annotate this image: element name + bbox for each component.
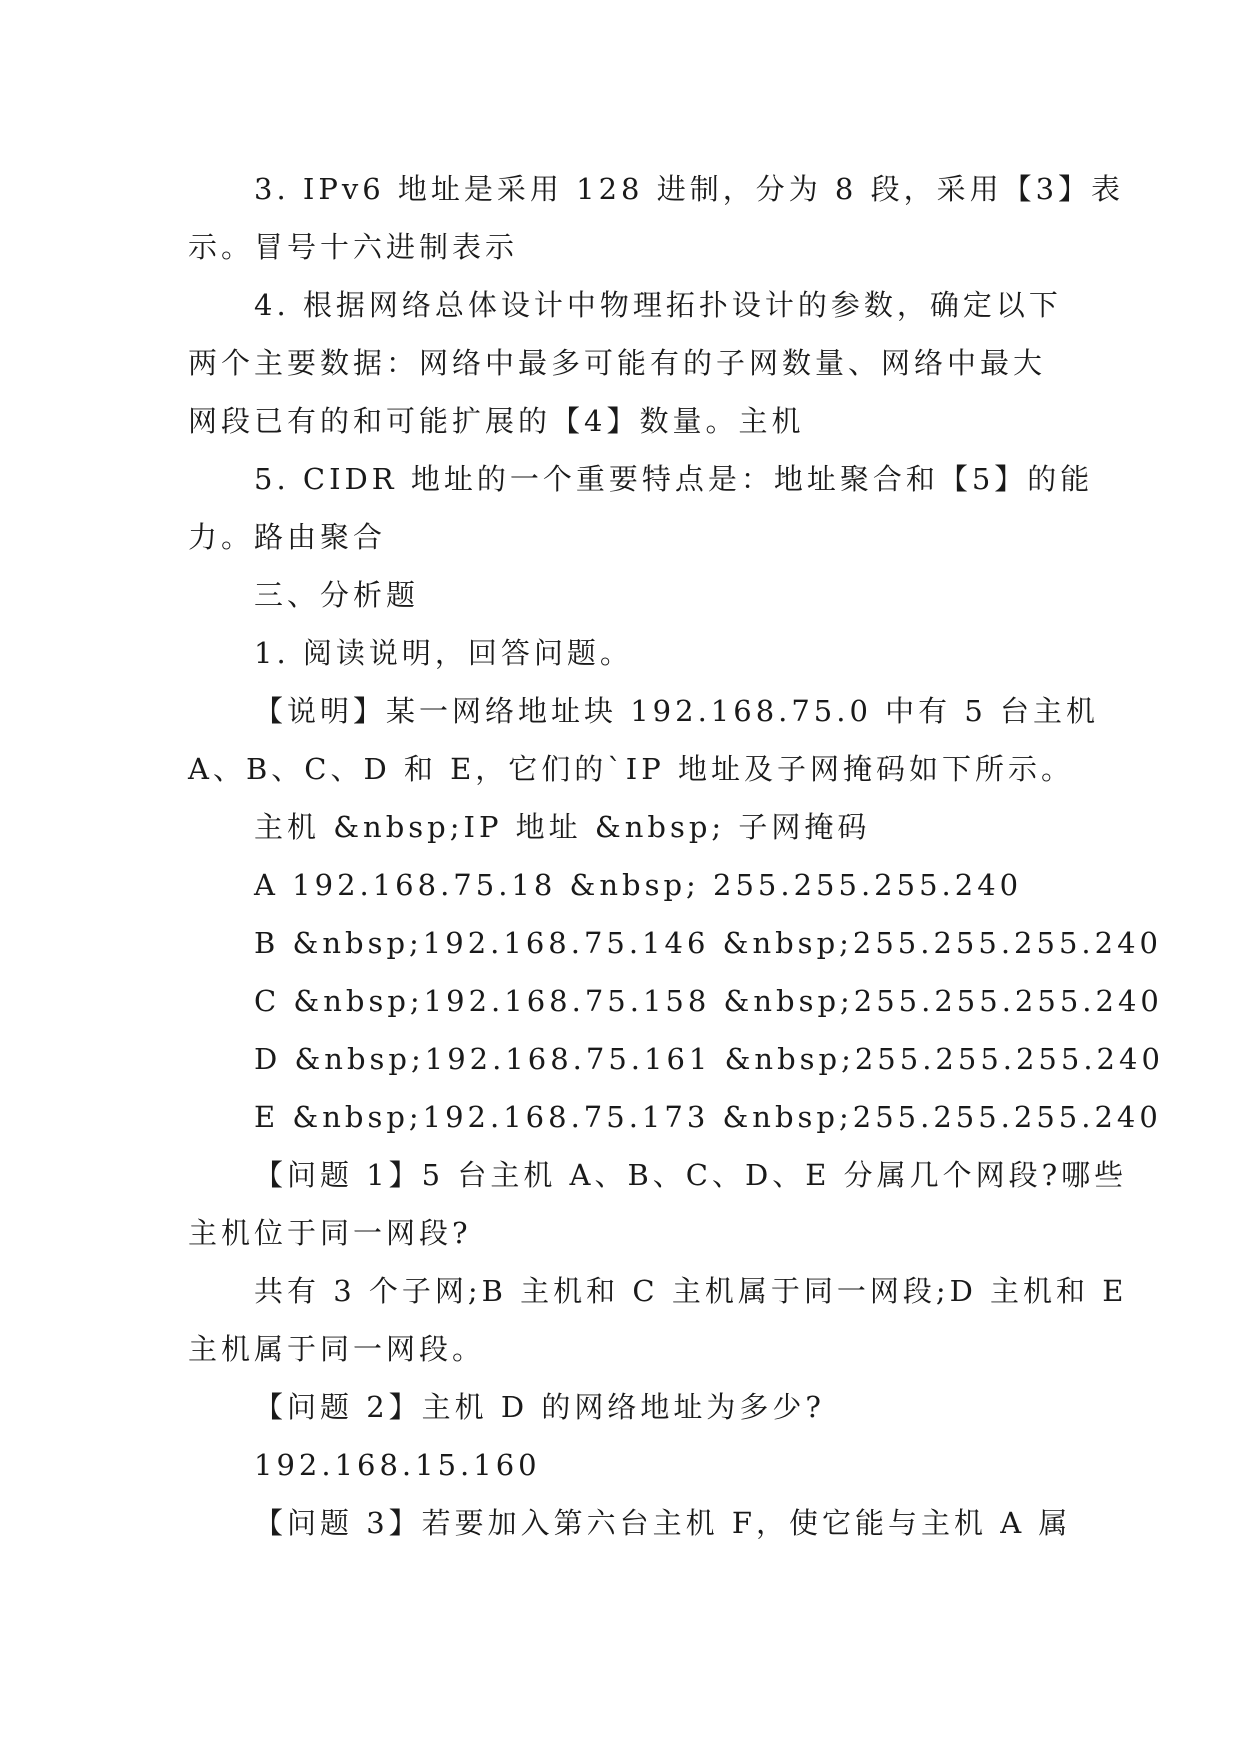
table-row-line: C &nbsp;192.168.75.158 &nbsp;255.255.255.240 (254, 984, 1163, 1018)
table-row-line: B &nbsp;192.168.75.146 &nbsp;255.255.255.240 (254, 926, 1162, 960)
table-row-line: A 192.168.75.18 &nbsp; 255.255.255.240 (254, 868, 1023, 902)
text-line: A、B、C、D 和 E，它们的`IP 地址及子网掩码如下所示。 (188, 752, 1074, 786)
text-line: 4. 根据网络总体设计中物理拓扑设计的参数，确定以下 (254, 288, 1062, 322)
text-line: 力。路由聚合 (188, 520, 387, 554)
document-body (188, 160, 1164, 1552)
question-title: 1. 阅读说明，回答问题。 (254, 636, 633, 670)
section-heading: 三、分析题 (254, 578, 420, 612)
question-line: 主机位于同一网段? (188, 1216, 472, 1250)
table-header-line: 主机 &nbsp;IP 地址 &nbsp; 子网掩码 (254, 810, 871, 844)
question-line: 【问题 3】若要加入第六台主机 F，使它能与主机 A 属 (254, 1506, 1072, 1540)
question-line: 【问题 1】5 台主机 A、B、C、D、E 分属几个网段?哪些 (254, 1158, 1128, 1192)
text-line: 5. CIDR 地址的一个重要特点是：地址聚合和【5】的能 (254, 462, 1094, 496)
text-line: 【说明】某一网络地址块 192.168.75.0 中有 5 台主机 (254, 694, 1100, 728)
table-row-line: D &nbsp;192.168.75.161 &nbsp;255.255.255.240 (254, 1042, 1164, 1076)
answer-line: 共有 3 个子网;B 主机和 C 主机属于同一网段;D 主机和 E (254, 1274, 1128, 1308)
question-line: 【问题 2】主机 D 的网络地址为多少? (254, 1390, 825, 1424)
text-line: 示。冒号十六进制表示 (188, 230, 519, 264)
answer-line: 192.168.15.160 (254, 1448, 541, 1482)
text-line: 两个主要数据：网络中最多可能有的子网数量、网络中最大 (188, 346, 1047, 380)
answer-line: 主机属于同一网段。 (188, 1332, 486, 1366)
text-line: 3. IPv6 地址是采用 128 进制，分为 8 段，采用【3】表 (254, 172, 1125, 206)
table-row-line: E &nbsp;192.168.75.173 &nbsp;255.255.255.240 (254, 1100, 1162, 1134)
text-line: 网段已有的和可能扩展的【4】数量。主机 (188, 404, 805, 438)
